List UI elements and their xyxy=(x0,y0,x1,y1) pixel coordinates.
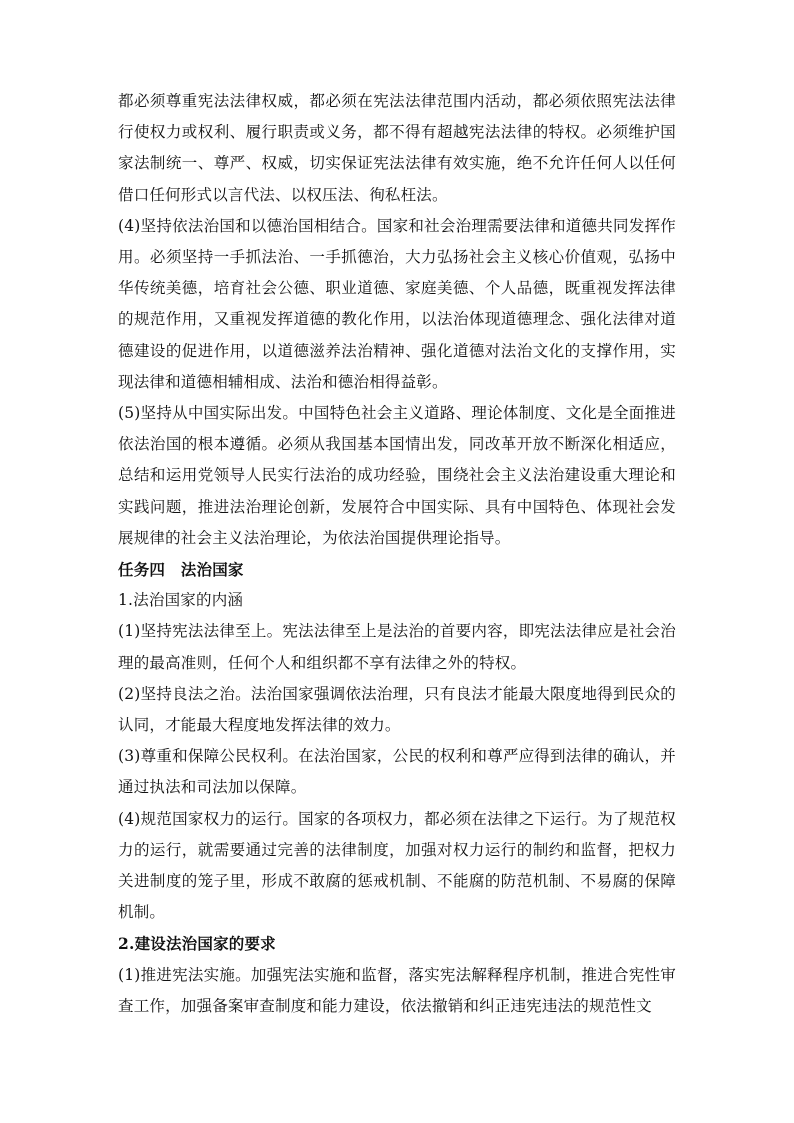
list-item: (4)规范国家权力的运行。国家的各项权力，都必须在法律之下运行。为了规范权力的运行，就需要通过完善的法律制度，加强对权力运行的制约和监督，把权力关进制度的笼子里，形成不敢腐的惩戒机制、不能腐的防范机制、不易腐的保障机制。 xyxy=(118,809,676,922)
task-heading: 任务四 法治国家 xyxy=(118,560,244,580)
body-paragraph: (5)坚持从中国实际出发。中国特色社会主义道路、理论体制度、文化是全面推进依法治国的根本遵循。必须从我国基本国情出发，同改革开放不断深化相适应，总结和运用党领导人民实行法治的成功经验，围绕社会主义法治建设重大理论和实践问题，推进法治理论创新，发展符合中国实际、具有中国特色、体现社会发展规律的社会主义法治理论，为依法治国提供理论指导。 xyxy=(118,404,676,547)
body-paragraph: 都必须尊重宪法法律权威，都必须在宪法法律范围内活动，都必须依照宪法法律行使权力或权利、履行职责或义务，都不得有超越宪法法律的特权。必须维护国家法制统一、尊严、权威，切实保证宪法法律有效实施，绝不允许任何人以任何借口任何形式以言代法、以权压法、徇私枉法。 xyxy=(118,92,676,204)
section-heading: 1.法治国家的内涵 xyxy=(118,591,244,610)
body-paragraph: (4)坚持依法治国和以德治国相结合。国家和社会治理需要法律和道德共同发挥作用。必须坚持一手抓法治、一手抓德治，大力弘扬社会主义核心价值观，弘扬中华传统美德，培育社会公德、职业道德、家庭美德、个人品德，既重视发挥法律的规范作用，又重视发挥道德的教化作用，以法治体现道德理念、强化法律对道德建设的促进作用，以道德滋养法治精神、强化道德对法治文化的支撑作用，实现法律和道德相辅相成、法治和德治相得益彰。 xyxy=(118,216,676,391)
list-item: (1)坚持宪法法律至上。宪法法律至上是法治的首要内容，即宪法法律应是社会治理的最高准则，任何个人和组织都不享有法律之外的特权。 xyxy=(118,622,676,672)
document-body xyxy=(118,86,676,1022)
list-item: (2)坚持良法之治。法治国家强调依法治理，只有良法才能最大限度地得到民众的认同，才能最大程度地发挥法律的效力。 xyxy=(118,684,676,735)
list-item: (1)推进宪法实施。加强宪法实施和监督，落实宪法解释程序机制，推进合宪性审查工作，加强备案审查制度和能力建设，依法撤销和纠正违宪违法的规范性文 xyxy=(118,965,676,1015)
list-item: (3)尊重和保障公民权利。在法治国家，公民的权利和尊严应得到法律的确认，并通过执法和司法加以保障。 xyxy=(118,747,676,797)
section-heading: 2.建设法治国家的要求 xyxy=(118,934,276,954)
